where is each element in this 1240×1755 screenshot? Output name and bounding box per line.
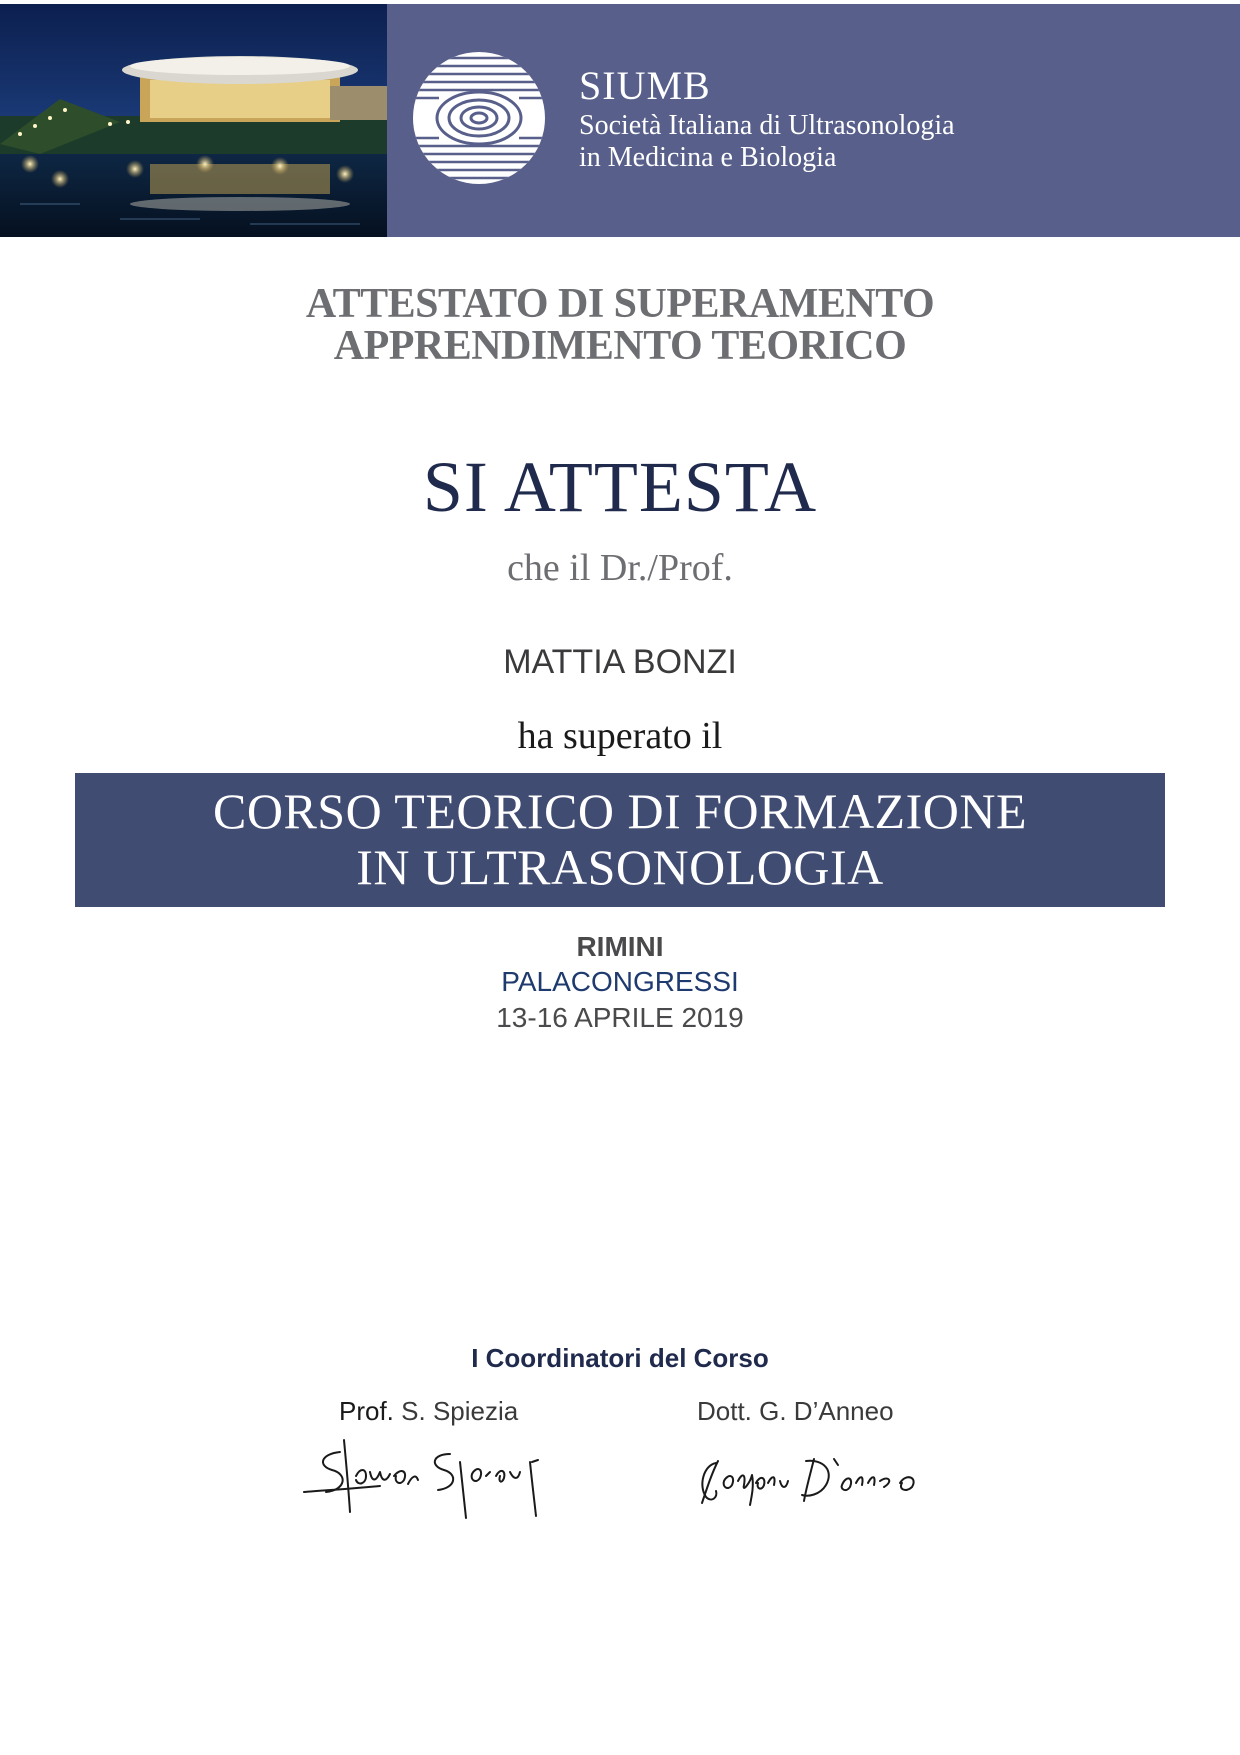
course-title-line1: CORSO TEORICO DI FORMAZIONE xyxy=(212,783,1027,839)
signature-left xyxy=(300,1432,560,1527)
organization-acronym: SIUMB xyxy=(579,63,711,108)
venue-place: PALACONGRESSI xyxy=(501,966,739,997)
certificate-title-line2: APPRENDIMENTO TEORICO xyxy=(333,323,907,369)
organization-full-name xyxy=(579,110,1219,174)
passed-text: ha superato il xyxy=(517,715,723,757)
event-dates: 13-16 APRILE 2019 xyxy=(496,1002,744,1033)
course-title-banner xyxy=(75,773,1165,907)
course-title-line2: IN ULTRASONOLOGIA xyxy=(356,839,884,895)
signature-right xyxy=(694,1445,944,1520)
certificate-title-line1: ATTESTATO DI SUPERAMENTO xyxy=(305,281,935,327)
venue-city: RIMINI xyxy=(576,931,664,962)
organization-name-line2: in Medicina e Biologia xyxy=(579,142,837,173)
coordinator-left-title: Prof. xyxy=(339,1396,394,1426)
siumb-logo xyxy=(409,48,549,188)
organization-banner xyxy=(387,4,1240,237)
venue-photo xyxy=(0,4,387,237)
coordinators-heading: I Coordinatori del Corso xyxy=(471,1343,769,1373)
coordinator-left-surname: S. Spiezia xyxy=(401,1396,519,1426)
recipient-name: MATTIA BONZI xyxy=(503,643,737,681)
certificate-intro: che il Dr./Prof. xyxy=(507,547,733,589)
coordinator-left-name xyxy=(339,1395,518,1427)
coordinator-right-name: Dott. G. D’Anneo xyxy=(697,1396,894,1426)
certificate-title xyxy=(0,283,1240,367)
certificate-header xyxy=(0,0,1240,237)
organization-name-line1: Società Italiana di Ultrasonologia xyxy=(579,110,955,141)
certificate-statement: SI ATTESTA xyxy=(422,447,818,527)
